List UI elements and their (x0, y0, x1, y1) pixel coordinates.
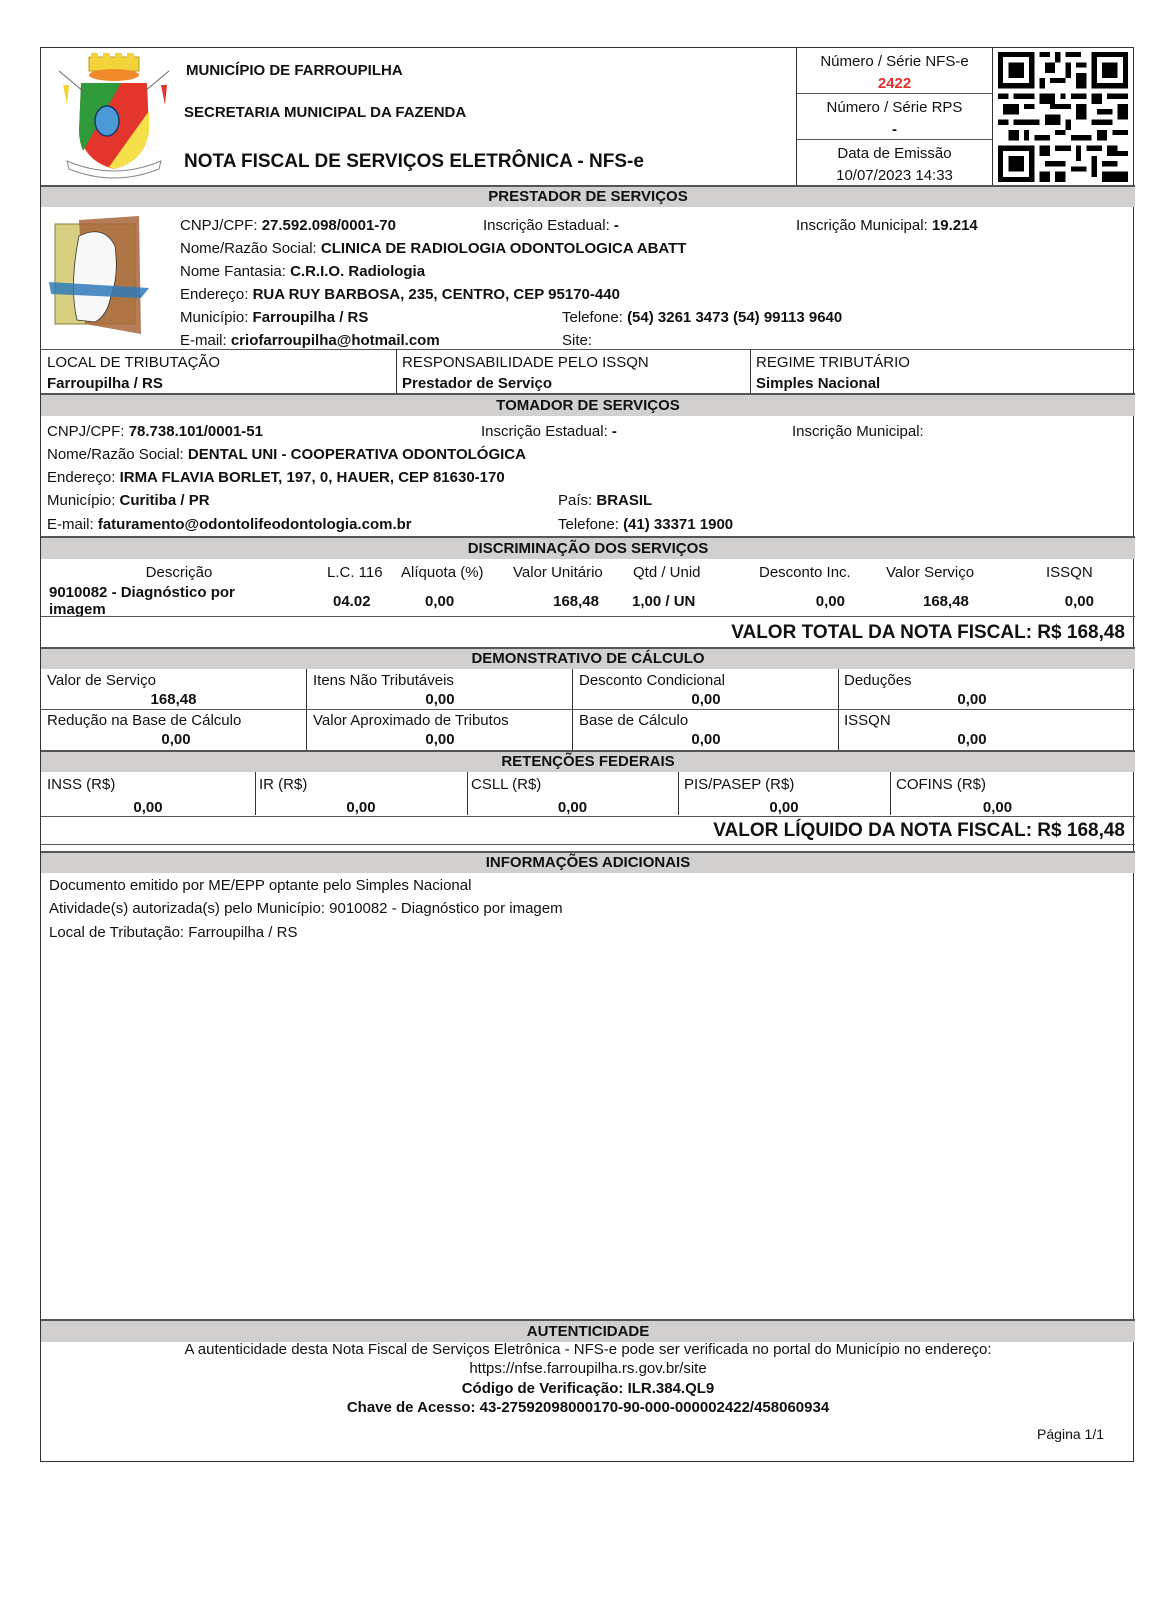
tomador-ie: Inscrição Estadual: - (481, 423, 617, 440)
service-description: 9010082 - Diagnóstico por imagem (49, 584, 235, 618)
issue-date: 10/07/2023 14:33 (836, 167, 953, 184)
prestador-site: Site: (562, 332, 593, 349)
col-header-unit-value: Valor Unitário (513, 564, 603, 581)
service-unit-value: 168,48 (553, 593, 599, 610)
calc-base-reduction-value: 0,00 (161, 731, 191, 748)
document-title: NOTA FISCAL DE SERVIÇOS ELETRÔNICA - NFS-e (184, 151, 644, 172)
authenticity-section-header: AUTENTICIDADE (41, 1319, 1135, 1342)
service-value: 168,48 (923, 593, 969, 610)
cofins-value: 0,00 (982, 799, 1013, 816)
calc-base-label: Base de Cálculo (579, 712, 689, 729)
csll-value: 0,00 (557, 799, 588, 816)
prestador-city: Município: Farroupilha / RS (180, 309, 369, 326)
document-identifiers (796, 48, 993, 187)
divider (396, 349, 397, 394)
additional-info-line: Atividade(s) autorizada(s) pelo Município: 9010082 - Diagnóstico por imagem (49, 900, 563, 917)
document-header (41, 48, 1135, 187)
authenticity-text: A autenticidade desta Nota Fiscal de Serviços Eletrônica - NFS-e pode ser verificada no portal do Município no endereço: (184, 1341, 992, 1358)
service-aliquota: 0,00 (425, 593, 455, 610)
service-lc116: 04.02 (333, 593, 371, 610)
net-value: VALOR LÍQUIDO DA NOTA FISCAL: R$ 168,48 (713, 820, 1125, 841)
responsabilidade-label: RESPONSABILIDADE PELO ISSQN (402, 354, 649, 371)
services-section-header: DISCRIMINAÇÃO DOS SERVIÇOS (41, 536, 1135, 559)
pis-label: PIS/PASEP (R$) (684, 776, 795, 793)
service-qty: 1,00 / UN (632, 593, 696, 610)
prestador-section-header: PRESTADOR DE SERVIÇOS (41, 185, 1135, 207)
service-issqn: 0,00 (1064, 593, 1094, 610)
issue-date-cell (797, 140, 992, 186)
prestador-phone: Telefone: (54) 3261 3473 (54) 99113 9640 (562, 309, 843, 326)
calc-service-value: 168,48 (150, 691, 197, 708)
calc-issqn-label: ISSQN (844, 712, 891, 729)
col-header-aliquota: Alíquota (%) (401, 564, 484, 581)
responsabilidade-value: Prestador de Serviço (402, 375, 553, 392)
additional-info-line: Documento emitido por ME/EPP optante pelo Simples Nacional (49, 877, 472, 894)
inss-label: INSS (R$) (47, 776, 116, 793)
nfse-number-cell (797, 48, 992, 94)
prestador-ie: Inscrição Estadual: - (483, 217, 619, 234)
page-number: Página 1/1 (1037, 1426, 1104, 1442)
divider (41, 349, 1135, 350)
calc-non-taxable-label: Itens Não Tributáveis (313, 672, 454, 689)
prestador-email: E-mail: criofarroupilha@hotmail.com (180, 332, 440, 349)
local-tributacao-label: LOCAL DE TRIBUTAÇÃO (47, 354, 221, 371)
prestador-cnpj: CNPJ/CPF: 27.592.098/0001-70 (180, 217, 396, 234)
municipal-coat-of-arms-icon (49, 51, 179, 183)
calculation-section-header: DEMONSTRATIVO DE CÁLCULO (41, 647, 1135, 669)
calc-service-value-label: Valor de Serviço (47, 672, 156, 689)
nfse-document (40, 47, 1134, 1462)
calc-conditional-discount-label: Desconto Condicional (579, 672, 725, 689)
nfse-number-label: Número / Série NFS-e (820, 53, 969, 70)
secretariat-name: SECRETARIA MUNICIPAL DA FAZENDA (184, 104, 467, 121)
prestador-im: Inscrição Municipal: 19.214 (796, 217, 978, 234)
nfse-number: 2422 (877, 75, 912, 92)
calc-non-taxable-value: 0,00 (425, 691, 455, 708)
col-header-lc116: L.C. 116 (327, 564, 383, 581)
calc-deductions-value: 0,00 (957, 691, 987, 708)
ir-label: IR (R$) (259, 776, 308, 793)
rps-number-label: Número / Série RPS (826, 99, 963, 116)
prestador-name: Nome/Razão Social: CLINICA DE RADIOLOGIA ODONTOLOGICA ABATT (180, 240, 687, 257)
prestador-address: Endereço: RUA RUY BARBOSA, 235, CENTRO, CEP 95170-440 (180, 286, 620, 303)
calc-approx-taxes-value: 0,00 (425, 731, 455, 748)
divider (750, 349, 751, 394)
qr-code-icon[interactable] (998, 51, 1128, 183)
total-value: VALOR TOTAL DA NOTA FISCAL: R$ 168,48 (731, 622, 1125, 643)
tomador-section-header: TOMADOR DE SERVIÇOS (41, 393, 1135, 416)
local-tributacao-value: Farroupilha / RS (47, 375, 163, 392)
divider (41, 816, 1135, 817)
col-header-qty: Qtd / Unid (633, 564, 701, 581)
tomador-city: Município: Curitiba / PR (47, 492, 210, 509)
federal-section-header: RETENÇÕES FEDERAIS (41, 750, 1135, 772)
calc-conditional-discount-value: 0,00 (691, 691, 721, 708)
authenticity-url[interactable]: https://nfse.farroupilha.rs.gov.br/site (469, 1360, 707, 1377)
tomador-name: Nome/Razão Social: DENTAL UNI - COOPERATIVA ODONTOLÓGICA (47, 446, 526, 463)
inss-value: 0,00 (133, 799, 163, 816)
service-discount: 0,00 (815, 593, 845, 610)
divider (41, 709, 1135, 710)
col-header-issqn: ISSQN (1046, 564, 1093, 581)
rps-number-cell (797, 94, 992, 140)
csll-label: CSLL (R$) (471, 776, 542, 793)
access-key: Chave de Acesso: 43-27592098000170-90-000-000002422/458060934 (346, 1399, 830, 1416)
tomador-cnpj: CNPJ/CPF: 78.738.101/0001-51 (47, 423, 263, 440)
regime-value: Simples Nacional (756, 375, 881, 392)
tomador-country: País: BRASIL (558, 492, 653, 509)
rps-number: - (892, 121, 897, 138)
municipality-name: MUNICÍPIO DE FARROUPILHA (186, 62, 403, 79)
tomador-address: Endereço: IRMA FLAVIA BORLET, 197, 0, HAUER, CEP 81630-170 (47, 469, 505, 486)
col-header-description: Descrição (145, 564, 213, 581)
additional-section-header: INFORMAÇÕES ADICIONAIS (41, 851, 1135, 873)
radiology-face-logo-icon (49, 216, 153, 334)
issue-date-label: Data de Emissão (837, 145, 952, 162)
pis-value: 0,00 (769, 799, 799, 816)
calc-approx-taxes-label: Valor Aproximado de Tributos (313, 712, 509, 729)
cofins-label: COFINS (R$) (896, 776, 986, 793)
calc-base-value: 0,00 (691, 731, 721, 748)
ir-value: 0,00 (346, 799, 376, 816)
additional-info-line: Local de Tributação: Farroupilha / RS (49, 924, 298, 941)
tomador-im: Inscrição Municipal: (792, 423, 924, 440)
col-header-discount: Desconto Inc. (759, 564, 851, 581)
calc-issqn-value: 0,00 (957, 731, 987, 748)
verification-code: Código de Verificação: ILR.384.QL9 (461, 1380, 715, 1397)
calc-base-reduction-label: Redução na Base de Cálculo (47, 712, 242, 729)
tomador-email: E-mail: faturamento@odontolifeodontologia.com.br (47, 516, 412, 533)
tomador-phone: Telefone: (41) 33371 1900 (558, 516, 734, 533)
divider (41, 844, 1135, 845)
col-header-service-value: Valor Serviço (886, 564, 975, 581)
regime-label: REGIME TRIBUTÁRIO (756, 354, 910, 371)
prestador-fantasy-name: Nome Fantasia: C.R.I.O. Radiologia (180, 263, 426, 280)
divider (41, 616, 1135, 617)
calc-deductions-label: Deduções (844, 672, 912, 689)
